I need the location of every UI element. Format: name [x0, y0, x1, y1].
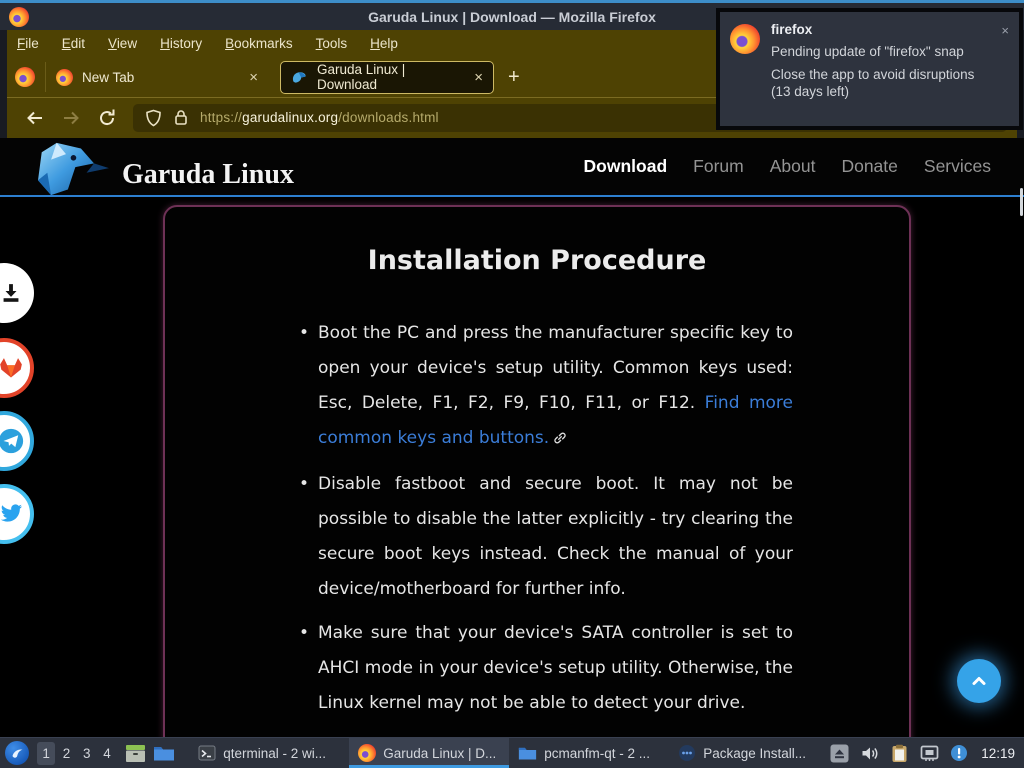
back-button[interactable] [25, 108, 45, 128]
url-text: https://garudalinux.org/downloads.html [200, 110, 439, 125]
package-installer-icon [678, 744, 696, 762]
folder-icon [518, 745, 537, 761]
terminal-icon [198, 744, 216, 762]
notification-message: Pending update of "firefox" snap [771, 44, 964, 59]
task-package-installer[interactable] [669, 738, 829, 768]
nav-download[interactable]: Download [583, 156, 668, 176]
notification-detail: Close the app to avoid disruptions (13 days left) [771, 67, 975, 99]
tab-label: New Tab [82, 69, 135, 85]
workspace-1[interactable]: 1 [37, 742, 55, 765]
window-title: Garuda Linux | Download — Mozilla Firefox [368, 8, 656, 25]
nav-forum[interactable]: Forum [693, 156, 744, 176]
nav-donate[interactable]: Donate [841, 156, 898, 176]
twitter-icon [0, 503, 23, 525]
task-pcmanfm[interactable] [509, 738, 669, 768]
shield-icon[interactable] [145, 109, 162, 127]
task-label: Garuda Linux | D... [383, 745, 497, 761]
task-firefox-garuda[interactable] [349, 738, 509, 768]
site-logo[interactable] [16, 141, 294, 193]
workspace-3[interactable]: 3 [82, 745, 91, 761]
notification-title: firefox [771, 22, 813, 37]
eject-icon[interactable] [829, 743, 849, 763]
clock[interactable]: 12:19 [981, 745, 1015, 761]
site-nav [584, 156, 991, 177]
network-icon[interactable] [919, 743, 939, 763]
notification-close-icon[interactable]: × [1001, 23, 1009, 38]
menu-tools[interactable]: Tools [315, 36, 348, 51]
lxqt-bird-icon [9, 745, 25, 761]
workspace-4[interactable]: 4 [103, 745, 111, 761]
scroll-to-top-button[interactable] [957, 659, 1001, 703]
file-archiver-launcher[interactable] [125, 741, 146, 765]
menu-history[interactable]: History [160, 36, 203, 51]
garuda-favicon-icon [291, 70, 308, 85]
forward-button[interactable] [61, 108, 81, 128]
tab-new-tab[interactable] [46, 61, 268, 94]
desktop-folder-launcher[interactable] [153, 741, 175, 765]
firefox-icon [15, 67, 35, 87]
menu-view[interactable]: View [108, 36, 138, 51]
volume-icon[interactable] [859, 743, 879, 763]
tab-label: Garuda Linux | Download [317, 62, 406, 92]
installation-steps [318, 316, 793, 721]
lock-icon[interactable] [174, 109, 188, 126]
menu-bookmarks[interactable]: Bookmarks [225, 36, 293, 51]
gitlab-icon [0, 357, 23, 379]
tab-close-icon[interactable]: × [474, 68, 483, 86]
site-logo-text: Garuda Linux [122, 158, 294, 190]
garuda-eagle-icon [16, 141, 116, 197]
firefox-icon [56, 69, 73, 86]
nav-about[interactable]: About [769, 156, 816, 176]
page-content [0, 197, 1024, 768]
site-header [0, 138, 1024, 197]
clipboard-icon[interactable] [889, 743, 909, 763]
list-item [318, 316, 793, 458]
installation-card [163, 205, 911, 768]
link-icon [553, 423, 567, 458]
tab-garuda-download[interactable] [280, 61, 494, 94]
telegram-icon [0, 428, 24, 454]
reload-button[interactable] [97, 108, 117, 128]
step-text: Boot the PC and press the manufacturer specific key to open your device's setup utility. Common keys used: Esc, Delete, F1, F2, F9, F10, F11, or F12. [318, 323, 793, 413]
new-tab-button[interactable]: + [508, 65, 520, 88]
firefox-icon [358, 744, 376, 762]
system-tray [829, 743, 1024, 763]
folder-icon [153, 744, 175, 762]
task-label: qterminal - 2 wi... [223, 745, 326, 761]
firefox-icon [730, 24, 760, 54]
update-notifier-icon[interactable] [949, 743, 969, 763]
task-qterminal[interactable] [189, 738, 349, 768]
nav-services[interactable]: Services [923, 156, 991, 176]
list-item: • Disable fastboot and secure boot. It may not be possible to disable the latter explicitly - try clearing the secure boot keys instead. Check the manual of your device/motherboard for further info. [318, 467, 793, 607]
list-item: • Make sure that your device's SATA controller is set to AHCI mode in your device's setup utility. Otherwise, the Linux kernel may not be able to detect your drive. [318, 616, 793, 721]
workspace-2[interactable]: 2 [62, 745, 71, 761]
archive-icon [125, 744, 146, 763]
taskbar [0, 737, 1024, 768]
chevron-up-icon [969, 671, 989, 691]
task-label: Package Install... [703, 745, 806, 761]
app-menu-button[interactable] [5, 741, 29, 765]
menu-help[interactable]: Help [370, 36, 398, 51]
common-keys-link[interactable]: Find more common keys and buttons. [318, 393, 793, 448]
page-title: Installation Procedure [367, 245, 707, 276]
tab-close-icon[interactable]: × [249, 68, 258, 86]
scrollbar-thumb[interactable] [1020, 188, 1023, 216]
menu-edit[interactable]: Edit [61, 36, 86, 51]
task-label: pcmanfm-qt - 2 ... [544, 745, 650, 761]
download-icon [0, 282, 22, 304]
notification-popup [716, 8, 1023, 130]
menu-file[interactable]: File [17, 36, 39, 51]
